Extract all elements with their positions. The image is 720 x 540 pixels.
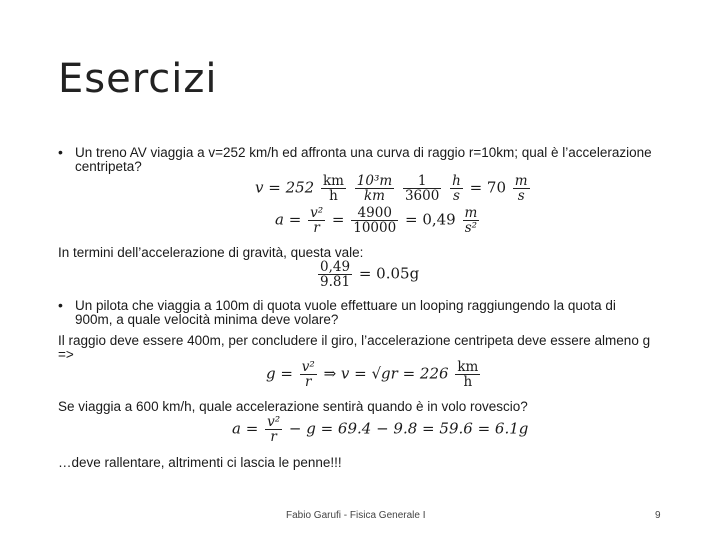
eq1-f3-num: 1 bbox=[403, 174, 441, 189]
question-2-line-1: Un pilota che viaggia a 100m di quota vuole effettuare un looping raggiungendo la quota di bbox=[75, 298, 616, 313]
eq2-f2-num: 4900 bbox=[351, 206, 398, 221]
equation-velocity bbox=[255, 174, 532, 203]
eq4-f1-num: v² bbox=[301, 359, 315, 375]
eq4-f2-num: km bbox=[457, 359, 479, 375]
radius-text-line-1: Il raggio deve essere 400m, per concludere il giro, l’accelerazione centripeta deve essere almeno g bbox=[58, 333, 651, 348]
eq1-f4-den: s bbox=[452, 188, 460, 204]
eq5-lhs: a = bbox=[232, 419, 259, 438]
eq4-arrow: ⇒ v = √gr = 226 bbox=[323, 364, 449, 383]
eq1-f2-num: 10³m bbox=[356, 173, 393, 189]
equation-gravity-ratio bbox=[316, 260, 419, 289]
eq1-lhs: v = 252 bbox=[255, 178, 315, 197]
question-1-line-2: centripeta? bbox=[75, 159, 142, 174]
eq3-num: 0,49 bbox=[320, 259, 351, 275]
page-number: 9 bbox=[655, 510, 661, 521]
eq5-f1-num: v² bbox=[267, 414, 281, 430]
eq1-fraction-1 bbox=[321, 174, 346, 203]
eq2-f1-den: r bbox=[313, 220, 320, 236]
eq2-fraction-3 bbox=[463, 206, 480, 235]
equation-inverted-flight bbox=[232, 415, 528, 444]
eq4-f2-den: h bbox=[463, 374, 473, 390]
eq1-fraction-2 bbox=[355, 174, 394, 203]
eq2-fraction-1 bbox=[308, 206, 325, 235]
gravity-terms-text: In termini dell’accelerazione di gravità, questa vale: bbox=[58, 245, 364, 260]
eq2-f1-num: v² bbox=[310, 205, 324, 221]
bullet-marker: • bbox=[58, 297, 63, 313]
eq5-fraction bbox=[265, 415, 282, 444]
eq5-rhs: − g = 69.4 − 9.8 = 59.6 = 6.1g bbox=[288, 419, 529, 438]
eq3-rhs: = 0.05g bbox=[358, 264, 420, 283]
eq2-equals: = bbox=[331, 210, 345, 229]
equation-acceleration bbox=[275, 206, 481, 235]
eq2-f2-den: 10000 bbox=[353, 220, 397, 236]
question-1-line-1: Un treno AV viaggia a v=252 km/h ed affronta una curva di raggio r=10km; qual è l’accelerazione bbox=[75, 145, 652, 160]
eq2-f3-num: m bbox=[464, 205, 478, 221]
eq4-lhs: g = bbox=[266, 364, 293, 383]
eq4-fraction-2 bbox=[455, 360, 480, 389]
eq1-fraction-5 bbox=[513, 174, 530, 203]
eq1-f1-den: h bbox=[329, 188, 338, 204]
bullet-marker: • bbox=[58, 144, 63, 160]
eq3-fraction bbox=[318, 260, 352, 289]
eq1-f4-num: h bbox=[452, 173, 461, 189]
question-3-text: Se viaggia a 600 km/h, quale accelerazione sentirà quando è in volo rovescio? bbox=[58, 399, 528, 414]
footer-author: Fabio Garufi - Fisica Generale I bbox=[286, 510, 426, 521]
eq1-f5-den: s bbox=[517, 188, 525, 204]
eq1-f1-num: km bbox=[323, 173, 344, 189]
eq4-f1-den: r bbox=[305, 374, 312, 390]
equation-min-velocity bbox=[266, 360, 482, 389]
eq1-fraction-4 bbox=[450, 174, 463, 203]
slide-title: Esercizi bbox=[58, 56, 218, 102]
question-2-line-2: 900m, a quale velocità minima deve volare? bbox=[75, 312, 339, 327]
eq2-fraction-2 bbox=[351, 206, 398, 235]
radius-text-line-2: => bbox=[58, 347, 74, 362]
eq1-f5-num: m bbox=[514, 173, 528, 189]
eq3-den: 9.81 bbox=[320, 274, 351, 290]
eq1-f3-den: 3600 bbox=[404, 188, 440, 204]
closing-text: …deve rallentare, altrimenti ci lascia le penne!!! bbox=[58, 455, 342, 470]
eq1-result: = 70 bbox=[469, 178, 507, 197]
eq2-mid: = 0,49 bbox=[404, 210, 456, 229]
eq2-lhs: a = bbox=[275, 210, 302, 229]
eq2-f3-den: s² bbox=[464, 220, 478, 236]
eq1-fraction-3 bbox=[403, 174, 441, 203]
eq5-f1-den: r bbox=[270, 429, 277, 445]
eq4-fraction-1 bbox=[300, 360, 317, 389]
eq1-f2-den: km bbox=[363, 188, 385, 204]
